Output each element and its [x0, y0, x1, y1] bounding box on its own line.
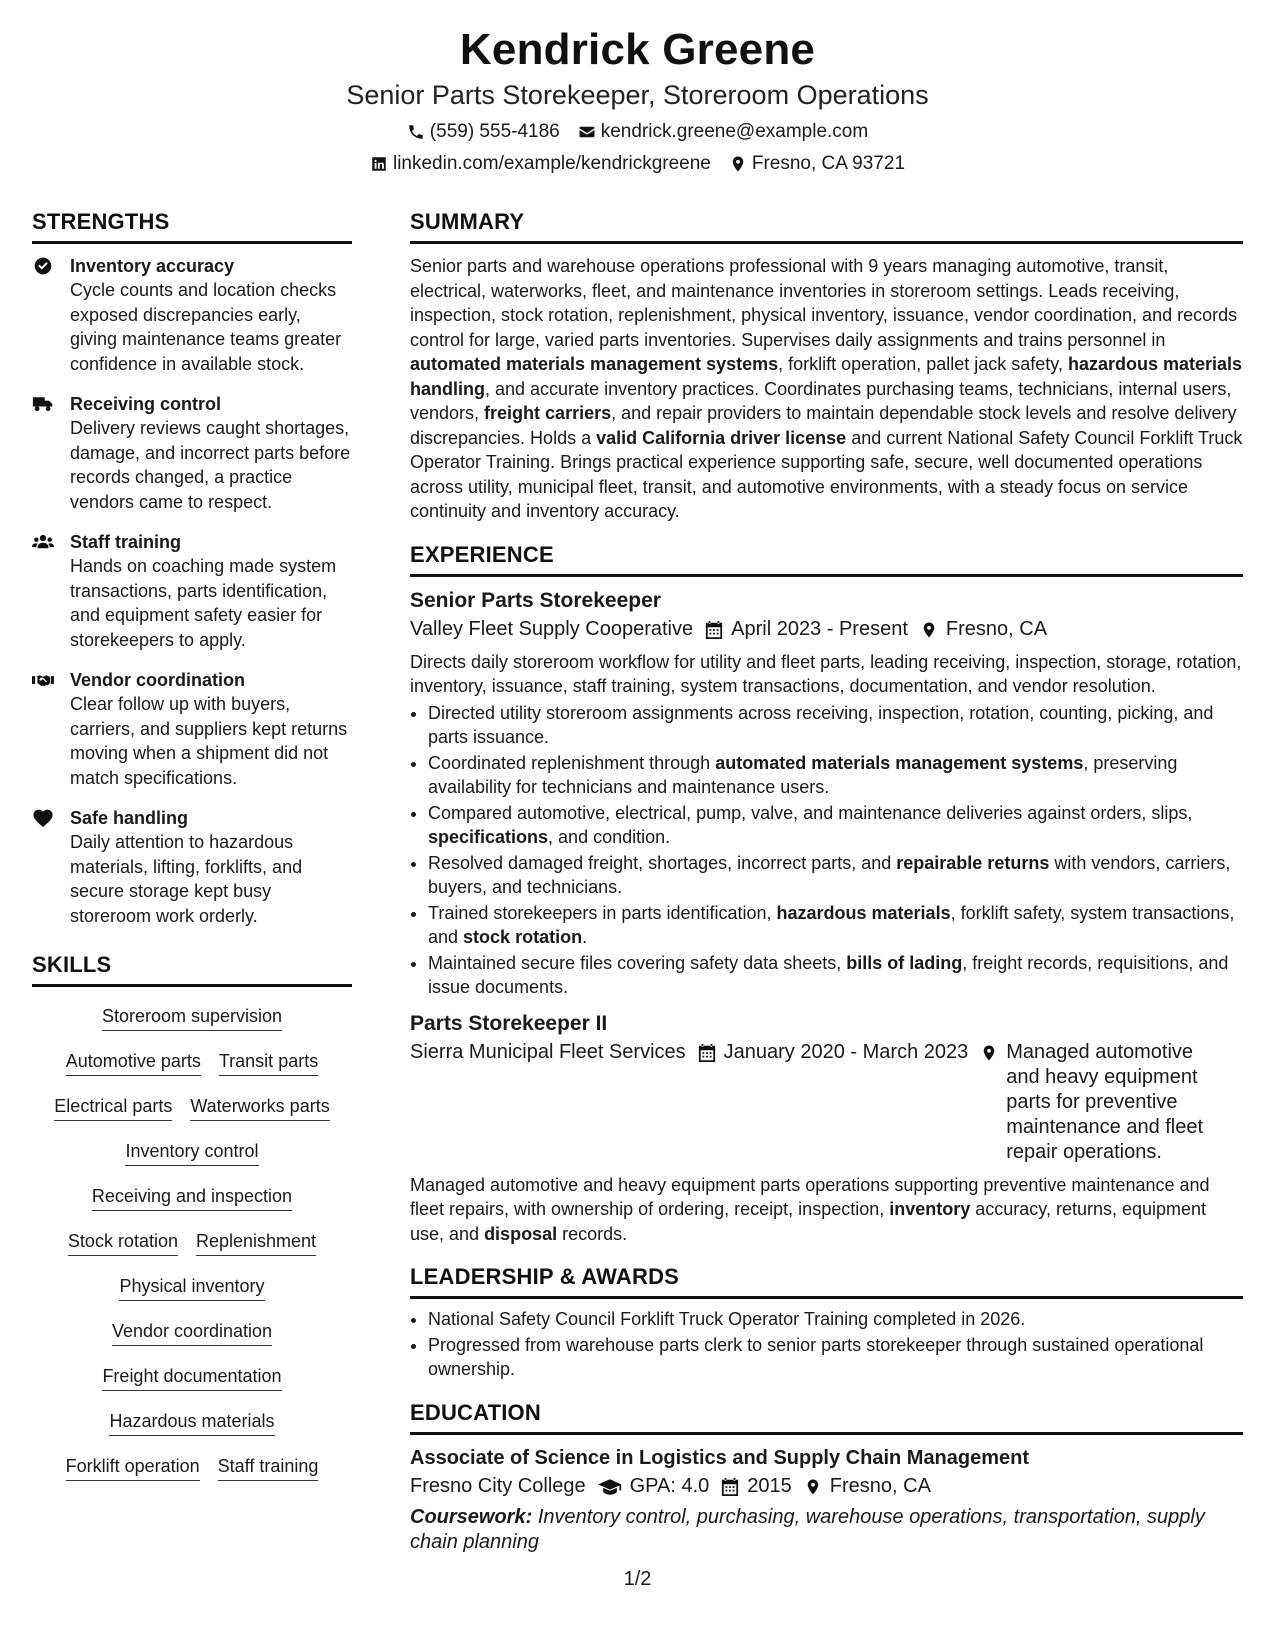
skills-list [32, 995, 352, 1490]
skill-tag: Receiving and inspection [92, 1185, 292, 1211]
phone-text: (559) 555-4186 [429, 121, 560, 142]
experience-heading: EXPERIENCE [410, 542, 1243, 577]
job-company [410, 1040, 686, 1065]
heart-icon [32, 808, 54, 828]
strength-item [32, 392, 352, 514]
strength-item [32, 806, 352, 928]
job-bullet: • Maintained secure files covering safety data sheets, bills of lading, freight records, requisitions, and issue documents. [428, 951, 1243, 1000]
dates-text: January 2020 - March 2023 [723, 1040, 969, 1063]
coursework [410, 1505, 1243, 1555]
year-text: 2015 [747, 1474, 792, 1497]
summary-heading: SUMMARY [410, 209, 1243, 244]
skill-tag: Replenishment [196, 1230, 316, 1256]
map-pin-icon [804, 1477, 822, 1497]
bold-phrase: disposal [484, 1223, 558, 1244]
skill-tag: Staff training [218, 1455, 319, 1481]
resume-header [0, 24, 1275, 176]
job-meta [410, 1040, 1243, 1165]
contact-email[interactable] [578, 120, 868, 144]
strength-desc: Cycle counts and location checks exposed discrepancies early, giving maintenance teams greater confidence in available stock. [70, 280, 342, 374]
users-icon [32, 532, 54, 552]
bold-phrase: specifications [428, 827, 549, 847]
school-text: Fresno City College [410, 1474, 586, 1497]
job-entry [410, 587, 1243, 1000]
bold-phrase: inventory [889, 1199, 971, 1219]
job-location [980, 1040, 1224, 1165]
leadership-item: • National Safety Council Forklift Truck Operator Training completed in 2026. [428, 1307, 1243, 1332]
handshake-icon [32, 670, 54, 690]
job-bullet: • Directed utility storeroom assignments across receiving, inspection, rotation, counting, picking, and parts issuance. [428, 701, 1243, 750]
company-text: Valley Fleet Supply Cooperative [410, 617, 694, 640]
location-text: Managed automotive and heavy equipment parts for preventive maintenance and fleet repair operations. [1006, 1040, 1204, 1163]
bold-phrase: valid California driver license [596, 427, 847, 448]
job-title: Parts Storekeeper II [410, 1011, 608, 1035]
contact-phone[interactable] [407, 120, 560, 144]
strength-title: Vendor coordination [70, 670, 246, 690]
skill-tag: Freight documentation [102, 1365, 281, 1391]
gpa-text: GPA: 4.0 [629, 1474, 710, 1497]
check-circle-icon [32, 256, 54, 276]
job-company [410, 617, 693, 642]
linkedin-text: linkedin.com/example/kendrickgreene [392, 153, 711, 174]
strength-title: Staff training [70, 532, 181, 552]
candidate-role: Senior Parts Storekeeper, Storeroom Operations [346, 80, 929, 110]
linkedin-icon [370, 155, 388, 173]
graduation-cap-icon [598, 1477, 622, 1497]
leadership-item: • Progressed from warehouse parts clerk to senior parts storekeeper through sustained operational ownership. [428, 1333, 1243, 1382]
leadership-bullets [410, 1307, 1243, 1382]
bold-phrase: automated materials management systems [410, 354, 779, 374]
job-entry [410, 1010, 1243, 1247]
calendar-icon [721, 1477, 739, 1497]
skill-tag: Transit parts [219, 1050, 318, 1076]
contact-row-2 [0, 152, 1275, 176]
location-text: Fresno, CA 93721 [751, 153, 906, 174]
location-text: Fresno, CA [945, 617, 1048, 640]
job-bullet: • Trained storekeepers in parts identification, hazardous materials, forklift safety, system transactions, and stock rotation. [428, 901, 1243, 950]
job-bullet: • Coordinated replenishment through automated materials management systems, preserving availability for technicians and maintenance users. [428, 751, 1243, 800]
contact-linkedin[interactable] [370, 152, 711, 176]
edu-location [804, 1474, 931, 1499]
bold-phrase: automated materials management systems [715, 752, 1084, 773]
job-bullet: • Resolved damaged freight, shortages, incorrect parts, and repairable returns with vendors, carriers, buyers, and technicians. [428, 851, 1243, 900]
degree-title: Associate of Science in Logistics and Supply Chain Management [410, 1446, 1030, 1469]
location-text: Fresno, CA [829, 1474, 931, 1497]
job-description: Directs daily storeroom workflow for utility and fleet parts, leading receiving, inspection, storage, rotation, inventory, issuance, staff training, system transactions, documentation, and vendor resolution. [410, 651, 1242, 696]
skills-heading: SKILLS [32, 952, 352, 987]
candidate-name: Kendrick Greene [459, 25, 816, 74]
education-section [410, 1400, 1243, 1555]
bold-phrase: stock rotation [463, 927, 583, 947]
left-column [32, 209, 352, 1490]
job-location [920, 617, 1047, 642]
strength-item [32, 668, 352, 790]
skill-tag: Physical inventory [119, 1275, 264, 1301]
skill-tag: Storeroom supervision [102, 1005, 282, 1031]
skill-tag: Vendor coordination [112, 1320, 272, 1346]
experience-section [410, 542, 1243, 1247]
job-dates [698, 1040, 969, 1065]
coursework-label: Coursework: [410, 1505, 533, 1528]
bold-phrase: bills of lading [846, 952, 963, 973]
bold-phrase: hazardous materials handling [410, 354, 1243, 399]
job-bullet: • Compared automotive, electrical, pump, valve, and maintenance deliveries against orders, slips, specifications, and condition. [428, 801, 1243, 850]
envelope-icon [578, 123, 596, 141]
strengths-heading: STRENGTHS [32, 209, 352, 244]
strength-item [32, 254, 352, 376]
strength-title: Inventory accuracy [70, 256, 235, 276]
edu-year [721, 1474, 792, 1499]
summary-text: Senior parts and warehouse operations professional with 9 years managing automotive, transit, electrical, waterworks, fleet, and maintenance inventories in storeroom settings. Leads receiving, inspection, stock rotation, replenishment, physical inventory, issuance, vendor coordination, and records control for large, varied parts inventories. Supervises daily assignments and trains personnel in automated materials management systems, forklift operation, pallet jack safety, hazardous materials handling, and accurate inventory practices. Coordinates purchasing teams, technicians, internal users, vendors, freight carriers, and repair providers to maintain dependable stock levels and resolve delivery discrepancies. Holds a valid California driver license and current National Safety Council Forklift Truck Operator Training. Brings practical experience supporting safe, secure, well documented operations across utility, municipal fleet, transit, and automotive environments, with a steady focus on service continuity and inventory accuracy. [410, 256, 1243, 521]
truck-icon [32, 394, 54, 414]
strength-title: Safe handling [70, 808, 189, 828]
strength-desc: Daily attention to hazardous materials, lifting, forklifts, and secure storage kept busy storeroom work orderly. [70, 832, 303, 926]
skill-tag: Forklift operation [66, 1455, 200, 1481]
bold-phrase: freight carriers [484, 403, 612, 423]
calendar-icon [705, 620, 723, 640]
job-title: Senior Parts Storekeeper [410, 588, 661, 612]
education-meta [410, 1474, 1243, 1499]
leadership-heading: LEADERSHIP & AWARDS [410, 1264, 1243, 1299]
strength-desc: Clear follow up with buyers, carriers, and suppliers kept returns moving when a shipment did not match specifications. [70, 694, 348, 788]
calendar-icon [698, 1043, 716, 1063]
page-number: 1/2 [623, 1568, 652, 1590]
education-heading: EDUCATION [410, 1400, 1243, 1435]
map-pin-icon [920, 620, 938, 640]
job-dates [705, 617, 908, 642]
skill-tag: Automotive parts [66, 1050, 201, 1076]
company-text: Sierra Municipal Fleet Services [410, 1040, 686, 1063]
job-description: Managed automotive and heavy equipment parts operations supporting preventive maintenance and fleet repairs, with ownership of ordering, receipt, inspection, inventory accuracy, returns, equipment use, and disposal records. [410, 1174, 1210, 1244]
skill-tag: Hazardous materials [109, 1410, 274, 1436]
skill-tag: Inventory control [125, 1140, 258, 1166]
job-meta [410, 617, 1243, 642]
leadership-section [410, 1264, 1243, 1382]
dates-text: April 2023 - Present [731, 617, 908, 640]
contact-location [729, 152, 905, 176]
email-text: kendrick.greene@example.com [600, 121, 869, 142]
map-pin-icon [980, 1043, 998, 1063]
bold-phrase: hazardous materials [776, 902, 951, 923]
job-bullets [410, 701, 1243, 1000]
strength-desc: Delivery reviews caught shortages, damage, and incorrect parts before records changed, a practice vendors came to respect. [70, 418, 351, 512]
strength-title: Receiving control [70, 394, 222, 414]
coursework-text: Inventory control, purchasing, warehouse operations, transportation, supply chain planning [410, 1505, 1205, 1553]
bold-phrase: repairable returns [896, 852, 1050, 873]
contact-row-1 [0, 120, 1275, 144]
strength-item [32, 530, 352, 652]
gpa [598, 1474, 710, 1499]
school [410, 1474, 586, 1499]
strength-desc: Hands on coaching made system transactions, parts identification, and equipment safety easier for storekeepers to apply. [70, 556, 337, 650]
skill-tag: Stock rotation [68, 1230, 178, 1256]
map-pin-icon [729, 155, 747, 173]
skill-tag: Electrical parts [54, 1095, 172, 1121]
phone-icon [407, 123, 425, 141]
strengths-list [32, 254, 352, 928]
skill-tag: Waterworks parts [190, 1095, 329, 1121]
right-column [410, 209, 1243, 1555]
